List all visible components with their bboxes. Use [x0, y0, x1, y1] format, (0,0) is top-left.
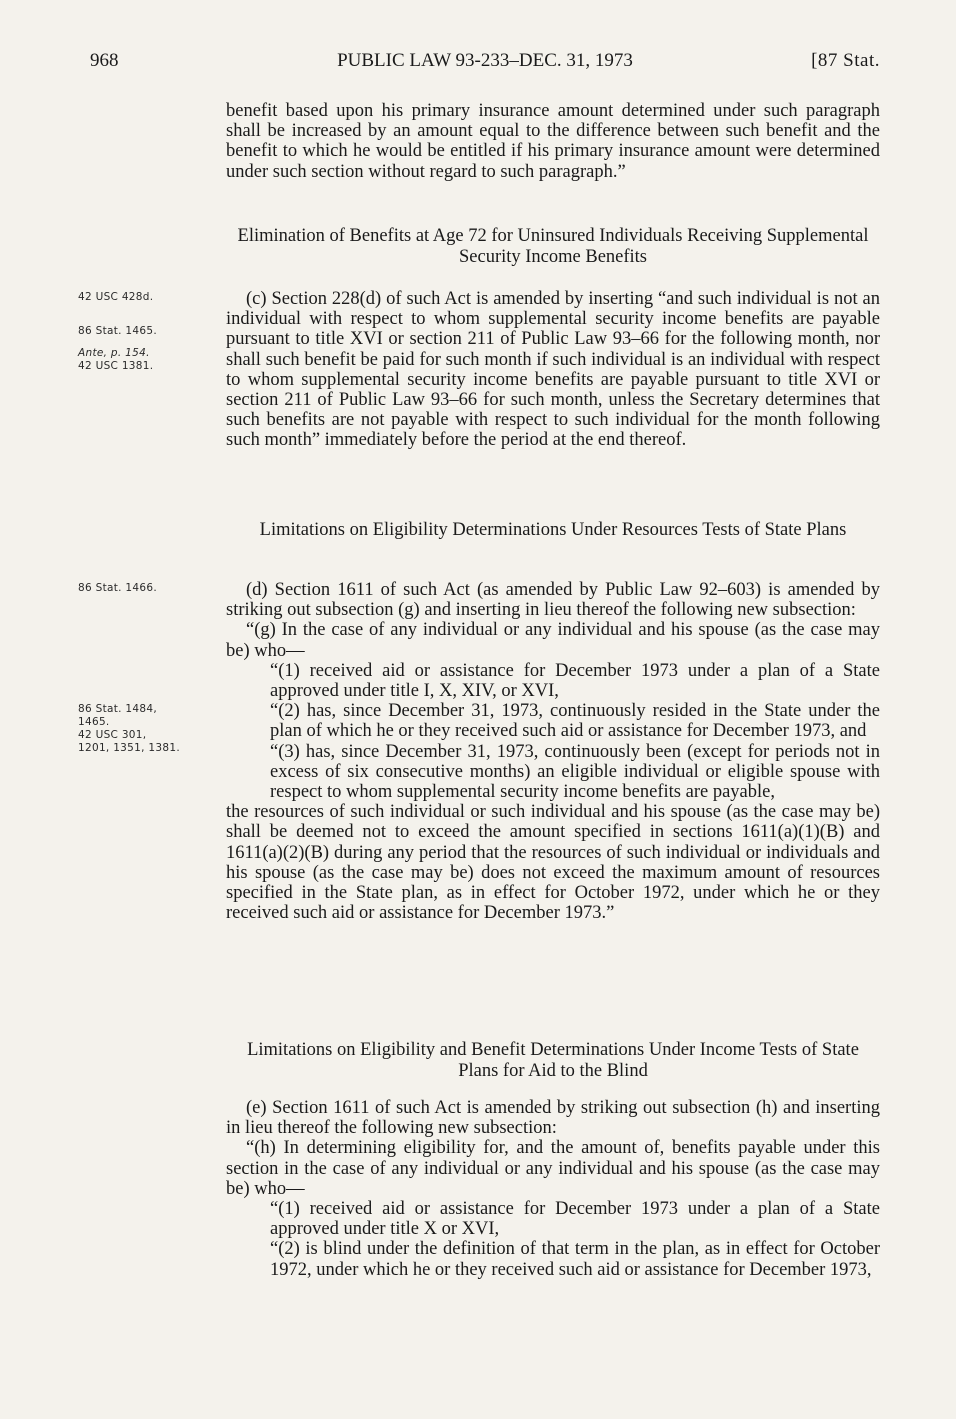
subsection-g-intro: “(g) In the case of any individual or any individual and his spouse (as the case may be) who—	[226, 620, 880, 661]
section-d-heading: Limitations on Eligibility Determinations Under Resources Tests of State Plans	[259, 520, 847, 540]
subsection-g-closing: the resources of such individual or such individual and his spouse (as the case may be) shall be deemed not to exceed the amount specified in sections 1611(a)(1)(B) and 1611(a)(2)(B) during any period that the resources of such individual or individuals and his spouse (as the case may be) does not exceed the maximum amount of resources specified in the State plan, as in effect for October 1972, under which he or they received such aid or assistance for December 1973.”	[226, 802, 880, 924]
margin-note: 42 USC 428d.	[78, 291, 154, 303]
margin-note: 86 Stat. 1465.	[78, 325, 157, 337]
section-e-paragraph: (e) Section 1611 of such Act is amended by striking out subsection (h) and inserting in lieu thereof the following new subsection:	[226, 1098, 880, 1139]
section-d-margin-notes-b	[78, 703, 228, 755]
page-header	[90, 50, 880, 76]
subsection-h-item-1: “(1) received aid or assistance for December 1973 under a plan of a State approved under title X or XVI,	[270, 1199, 880, 1240]
section-c-body	[226, 289, 880, 451]
margin-note: 86 Stat. 1484,	[78, 703, 157, 715]
margin-note: 42 USC 301,	[78, 729, 147, 741]
statute-reference: [87 Stat.	[811, 50, 880, 71]
section-e-body	[226, 1098, 880, 1280]
subsection-h-intro: “(h) In determining eligibility for, and the amount of, benefits payable under this section in the case of any individual or any individual and his spouse (as the case may be) who—	[226, 1138, 880, 1199]
running-title: PUBLIC LAW 93-233–DEC. 31, 1973	[337, 50, 633, 71]
margin-note: 1465.	[78, 716, 110, 728]
margin-note: 1201, 1351, 1381.	[78, 742, 180, 754]
margin-note: 42 USC 1381.	[78, 360, 154, 372]
subsection-g-item-2: “(2) has, since December 31, 1973, continuously resided in the State under the plan of which he or they received such aid or assistance for December 1973, and	[270, 701, 880, 742]
intro-paragraph-block	[226, 101, 880, 182]
section-e-heading: Limitations on Eligibility and Benefit Determinations Under Income Tests of State Plans for Aid to the Blind	[247, 1040, 859, 1081]
margin-note: Ante, p. 154.	[78, 347, 150, 359]
section-d-body	[226, 580, 880, 923]
page-number: 968	[90, 50, 119, 71]
section-d-paragraph: (d) Section 1611 of such Act (as amended by Public Law 92–603) is amended by striking out subsection (g) and inserting in lieu thereof the following new subsection:	[226, 580, 880, 621]
section-c-paragraph: (c) Section 228(d) of such Act is amended by inserting “and such individual is not an individual with respect to whom supplemental security income benefits are payable pursuant to title XVI or section 211 of Public Law 93–66 for the following month, nor shall such benefit be paid for such month if such individual is an individual with respect to whom supplemental security income benefits are payable pursuant to title XVI or section 211 of Public Law 93–66 for such month, unless the Secretary determines that such benefits are not payable with respect to such individual for the month following such month” immediately before the period at the end thereof.	[226, 289, 880, 451]
subsection-g-item-3: “(3) has, since December 31, 1973, continuously been (except for periods not in excess of six consecutive months) an eligible individual or eligible spouse with respect to whom supplemental security income benefits are payable,	[270, 741, 880, 803]
section-c-margin-notes	[78, 291, 228, 373]
intro-paragraph: benefit based upon his primary insurance amount determined under such paragraph shall be increased by an amount equal to the difference between such benefit and the benefit to which he would be entitled if his primary insurance amount were determined under such section without regard to such paragraph.”	[226, 101, 880, 182]
subsection-h-item-2: “(2) is blind under the definition of that term in the plan, as in effect for October 1972, under which he or they received such aid or assistance for December 1973,	[270, 1239, 880, 1280]
section-c-heading: Elimination of Benefits at Age 72 for Uninsured Individuals Receiving Supplemental Security Income Benefits	[237, 226, 869, 267]
subsection-g-item-1: “(1) received aid or assistance for December 1973 under a plan of a State approved under title I, X, XIV, or XVI,	[270, 660, 880, 702]
section-d-margin-note-a: 86 Stat. 1466.	[78, 582, 157, 594]
